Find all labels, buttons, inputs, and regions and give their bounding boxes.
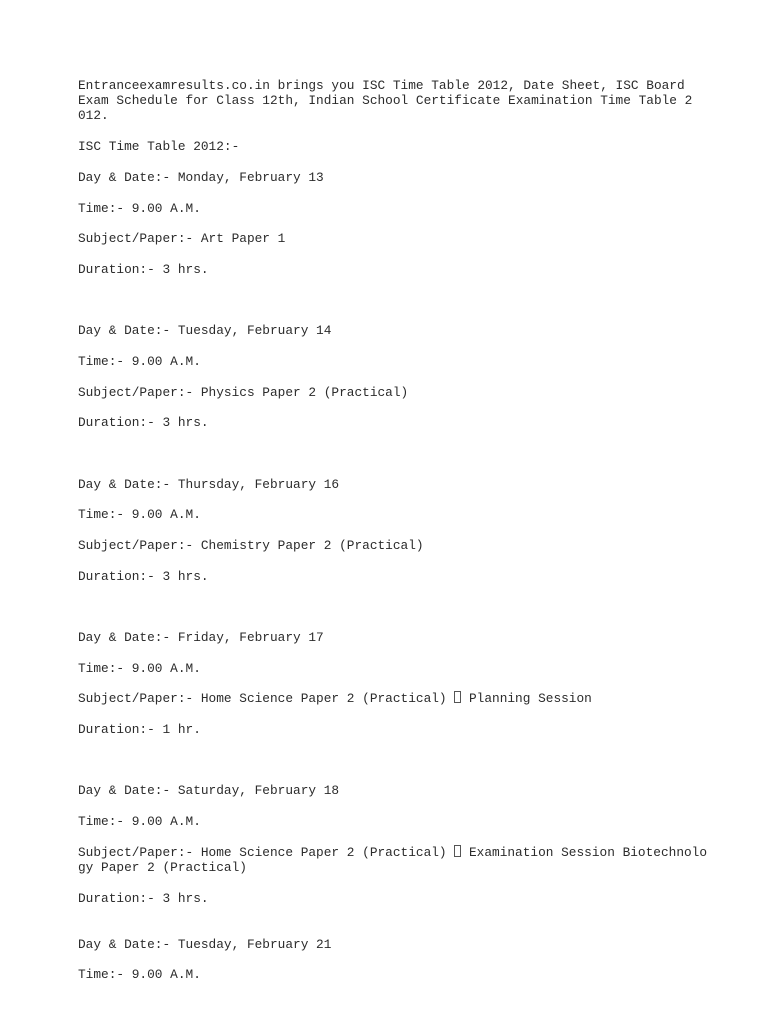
intro-line-3: 012. [78,108,109,123]
entry-4-subject [78,691,592,706]
entry-5-time: Time:- 9.00 A.M. [78,814,201,829]
entry-2-time: Time:- 9.00 A.M. [78,354,201,369]
entry-4-subject-part-a: Subject/Paper:- Home Science Paper 2 (Practical) [78,691,455,706]
entry-5-subject-part-a: Subject/Paper:- Home Science Paper 2 (Practical) [78,845,455,860]
entry-4-duration: Duration:- 1 hr. [78,722,201,737]
entry-4-time: Time:- 9.00 A.M. [78,661,201,676]
timetable-heading: ISC Time Table 2012:- [78,139,240,154]
entry-2-duration: Duration:- 3 hrs. [78,415,209,430]
entry-3-subject: Subject/Paper:- Chemistry Paper 2 (Practical) [78,538,424,553]
entry-1-subject: Subject/Paper:- Art Paper 1 [78,231,286,246]
entry-4-subject-part-b: Planning Session [461,691,592,706]
entry-5-duration: Duration:- 3 hrs. [78,891,209,906]
entry-5-subject-part-b: Examination Session Biotechnolo [461,845,708,860]
entry-5-subject-continued: gy Paper 2 (Practical) [78,860,247,875]
entry-6-day-date: Day & Date:- Tuesday, February 21 [78,937,332,952]
entry-3-time: Time:- 9.00 A.M. [78,507,201,522]
entry-1-time: Time:- 9.00 A.M. [78,201,201,216]
entry-5-subject [78,845,707,860]
entry-2-day-date: Day & Date:- Tuesday, February 14 [78,323,332,338]
entry-3-duration: Duration:- 3 hrs. [78,569,209,584]
entry-1-duration: Duration:- 3 hrs. [78,262,209,277]
entry-6-time: Time:- 9.00 A.M. [78,967,201,982]
entry-4-day-date: Day & Date:- Friday, February 17 [78,630,324,645]
entry-1-day-date: Day & Date:- Monday, February 13 [78,170,324,185]
intro-line-2: Exam Schedule for Class 12th, Indian School Certificate Examination Time Table 2 [78,93,693,108]
entry-2-subject: Subject/Paper:- Physics Paper 2 (Practical) [78,385,409,400]
entry-5-day-date: Day & Date:- Saturday, February 18 [78,783,340,798]
intro-line-1: Entranceexamresults.co.in brings you ISC Time Table 2012, Date Sheet, ISC Board [78,78,685,93]
entry-3-day-date: Day & Date:- Thursday, February 16 [78,477,340,492]
